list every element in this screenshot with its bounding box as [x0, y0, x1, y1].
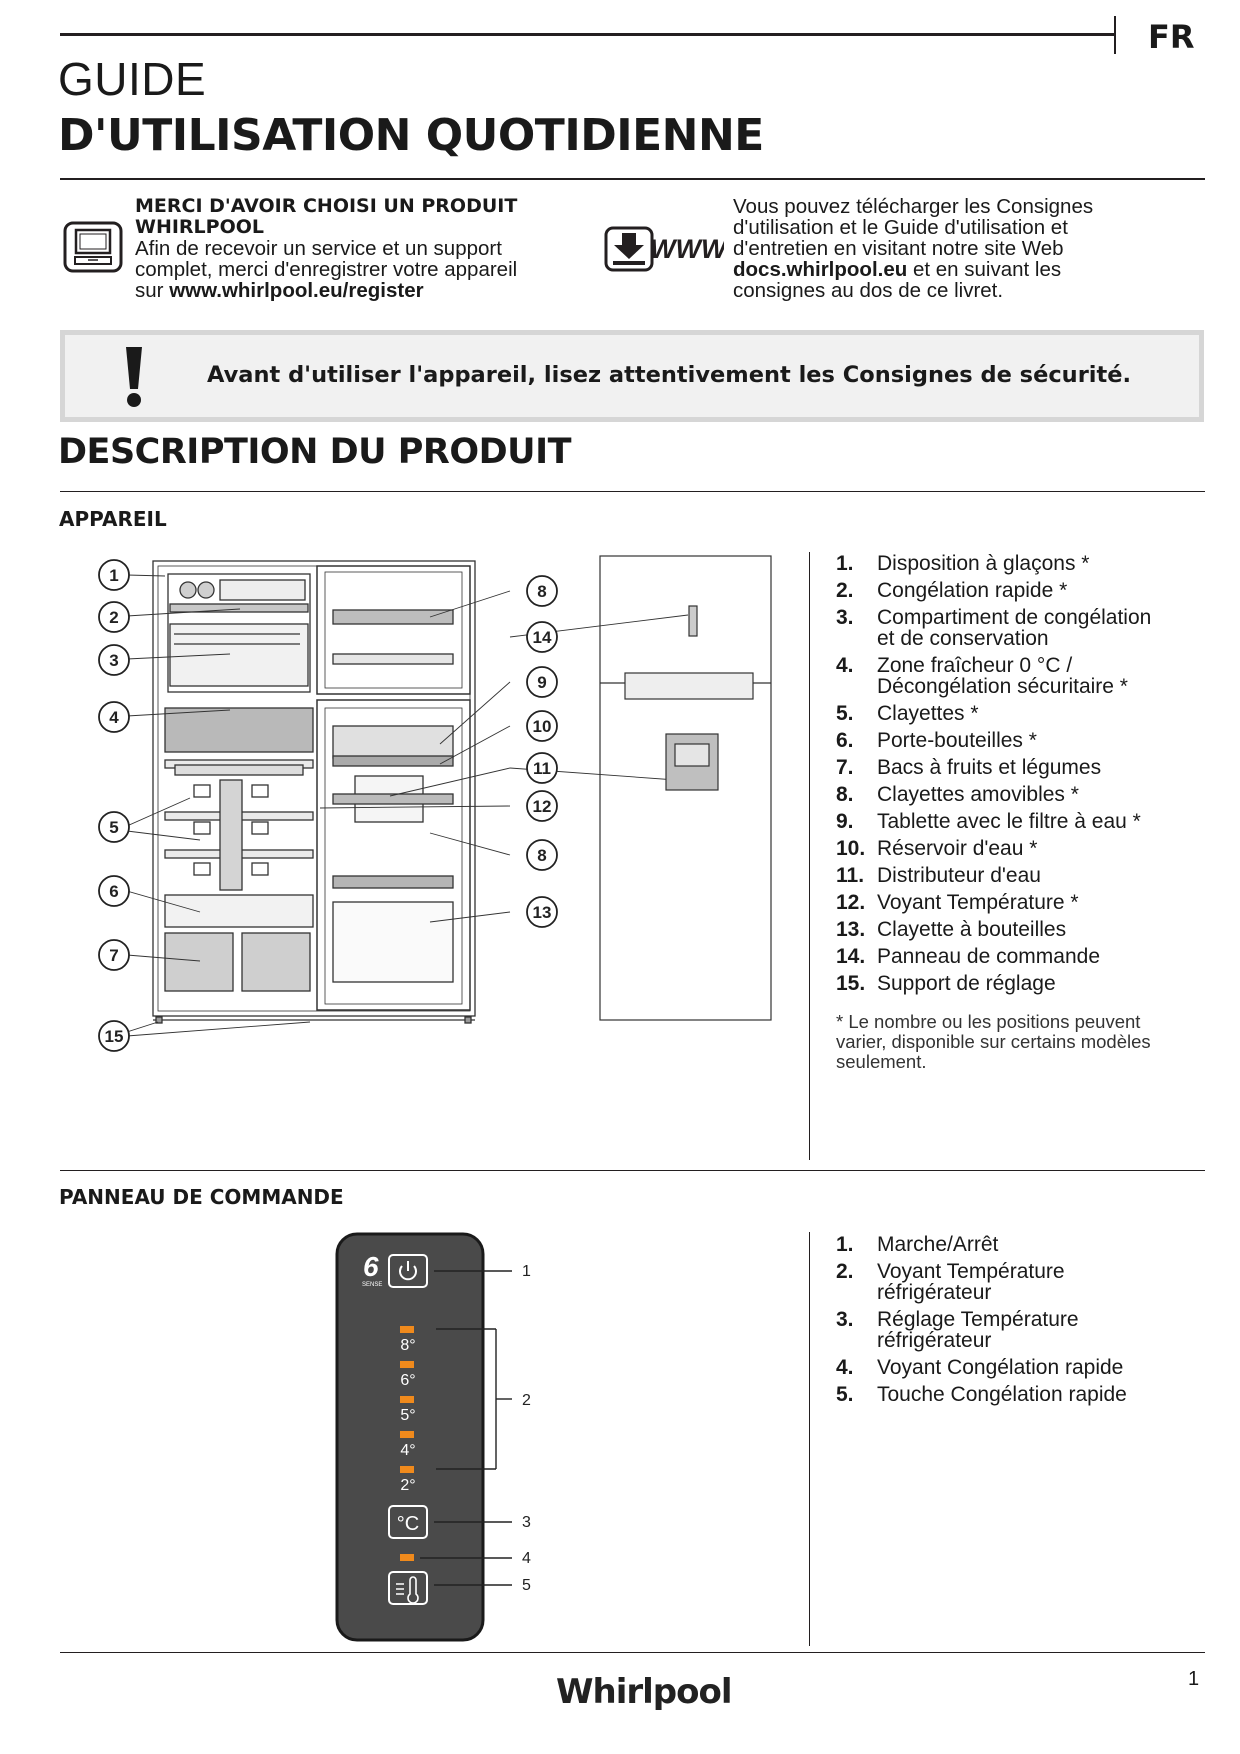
intro-left-block	[135, 196, 605, 301]
monitor-icon	[63, 221, 123, 278]
top-rule-tick	[1114, 16, 1116, 54]
whirlpool-logo: Whirlpool	[556, 1672, 732, 1712]
callout-12: 12	[532, 797, 552, 816]
list-item: 2. Voyant Température réfrigérateur	[836, 1260, 1065, 1304]
list-item: 13. Clayette à bouteilles	[836, 918, 1067, 941]
led-fast-freeze	[400, 1554, 414, 1561]
safety-warning-box	[60, 330, 1204, 422]
temp-2: 2°	[400, 1477, 416, 1494]
intro-right-line-2: d'utilisation et le Guide d'utilisation et	[733, 216, 1068, 239]
list-item: 3. Compartiment de congélation et de conservation	[836, 606, 1152, 650]
callout-3: 3	[109, 651, 119, 670]
appareil-list	[836, 553, 1206, 1000]
temp-5: 5°	[400, 1407, 416, 1424]
callout-13: 13	[532, 903, 552, 922]
sixth-sense-icon: 6	[363, 1251, 379, 1282]
intro-left-heading-2: WHIRLPOOL	[135, 216, 265, 238]
page-number: 1	[1188, 1668, 1200, 1690]
panel-callout-3: 3	[522, 1514, 531, 1531]
intro-left-line-3: sur www.whirlpool.eu/register	[135, 279, 424, 302]
callout-2: 2	[109, 608, 119, 627]
panel-callout-1: 1	[522, 1263, 531, 1280]
register-link[interactable]: www.whirlpool.eu/register	[169, 279, 424, 302]
list-item: 8. Clayettes amovibles *	[836, 783, 1079, 806]
callout-1: 1	[109, 566, 119, 585]
led-4	[400, 1431, 414, 1438]
callout-8a: 8	[537, 582, 547, 601]
list-item: 7. Bacs à fruits et légumes	[836, 756, 1102, 779]
panneau-subtitle: PANNEAU DE COMMANDE	[59, 1185, 344, 1209]
svg-text:°C: °C	[396, 1513, 420, 1535]
list-item: 14. Panneau de commande	[836, 945, 1100, 968]
panel-callout-2: 2	[522, 1392, 531, 1409]
panel-callout-5: 5	[522, 1577, 531, 1594]
list-item: 11. Distributeur d'eau	[836, 864, 1041, 887]
led-8	[400, 1326, 414, 1333]
panel-callout-4: 4	[522, 1550, 531, 1567]
intro-right-line-3: d'entretien en visitant notre site Web	[733, 237, 1064, 260]
list-item: 2. Congélation rapide *	[836, 579, 1068, 602]
intro-right-line-4: docs.whirlpool.eu et en suivant les	[733, 258, 1062, 281]
availability-note: * Le nombre ou les positions peuvent varier, disponible sur certains modèles seulement.	[836, 1011, 1151, 1072]
panneau-list	[836, 1234, 1206, 1411]
list-item: 1. Disposition à glaçons *	[836, 552, 1090, 575]
temp-8: 8°	[400, 1337, 416, 1354]
list-item: 3. Réglage Température réfrigérateur	[836, 1308, 1079, 1352]
intro-left-line-1: Afin de recevoir un service et un support	[135, 237, 502, 260]
temp-4: 4°	[400, 1442, 416, 1459]
top-rule	[60, 33, 1115, 36]
list-item: 15. Support de réglage	[836, 972, 1056, 995]
fridge-diagram	[90, 550, 790, 1065]
safety-warning-text: Avant d'utiliser l'appareil, lisez attentivement les Consignes de sécurité.	[207, 362, 1132, 388]
callout-11: 11	[533, 759, 551, 778]
list-item: 12. Voyant Température *	[836, 891, 1079, 914]
list-item: 4. Voyant Congélation rapide	[836, 1356, 1124, 1379]
led-6	[400, 1361, 414, 1368]
www-label: WWW	[650, 234, 724, 264]
intro-right-line-5: consignes au dos de ce livret.	[733, 279, 1004, 302]
list-item: 5. Clayettes *	[836, 702, 979, 725]
title-guide: GUIDE	[58, 53, 207, 105]
callout-5: 5	[109, 818, 119, 837]
section-title: DESCRIPTION DU PRODUIT	[58, 432, 571, 472]
callout-15: 15	[104, 1027, 124, 1046]
callout-9: 9	[537, 673, 547, 692]
intro-left-line-2: complet, merci d'enregistrer votre appareil	[135, 258, 518, 281]
callout-6: 6	[109, 882, 119, 901]
intro-left-heading-1: MERCI D'AVOIR CHOISI UN PRODUIT	[135, 195, 518, 217]
panel-section-rule	[60, 1170, 1205, 1171]
language-label: FR	[1148, 18, 1195, 56]
section-rule	[60, 491, 1205, 492]
callout-4: 4	[109, 708, 119, 727]
title-rule	[60, 178, 1205, 180]
callout-10: 10	[532, 717, 552, 736]
footer-rule	[60, 1652, 1205, 1653]
title-main: D'UTILISATION QUOTIDIENNE	[58, 110, 764, 161]
intro-right-line-1: Vous pouvez télécharger les Consignes	[733, 195, 1094, 218]
led-5	[400, 1396, 414, 1403]
callout-14: 14	[532, 628, 552, 647]
list-item: 10. Réservoir d'eau *	[836, 837, 1038, 860]
temp-6: 6°	[400, 1372, 416, 1389]
sense-label: SENSE	[362, 1282, 383, 1288]
column-divider-1	[809, 552, 810, 1160]
download-icon	[604, 225, 724, 278]
list-item: 6. Porte-bouteilles *	[836, 729, 1037, 752]
intro-right-block	[733, 196, 1173, 301]
list-item: 9. Tablette avec le filtre à eau *	[836, 810, 1141, 833]
callout-7: 7	[109, 946, 119, 965]
docs-link[interactable]: docs.whirlpool.eu	[733, 258, 908, 281]
control-panel-diagram	[330, 1228, 550, 1653]
callout-8b: 8	[537, 846, 547, 865]
led-2	[400, 1466, 414, 1473]
list-item: 1. Marche/Arrêt	[836, 1233, 999, 1256]
appareil-subtitle: APPAREIL	[59, 507, 167, 531]
list-item: 5. Touche Congélation rapide	[836, 1383, 1127, 1406]
column-divider-2	[809, 1232, 810, 1646]
exclamation-icon	[123, 347, 145, 414]
list-item: 4. Zone fraîcheur 0 °C / Décongélation sécuritaire *	[836, 654, 1128, 698]
